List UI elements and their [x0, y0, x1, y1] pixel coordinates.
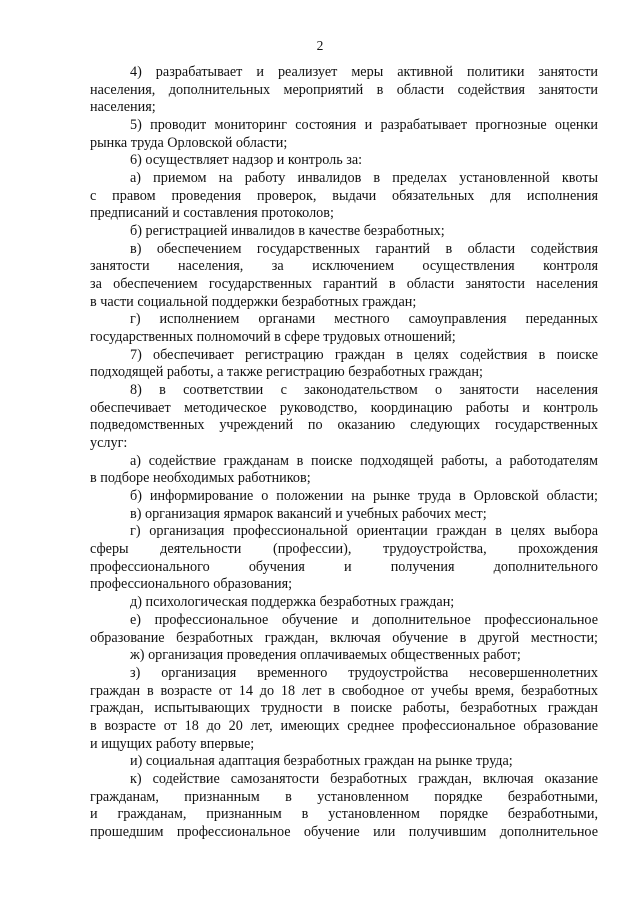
text-line: г) исполнением органами местного самоуправления переданных: [130, 311, 598, 328]
text-line: граждан, испытывающих трудности в поиске работы, безработных граждан: [90, 700, 598, 717]
text-line: обеспечивает методическое руководство, координацию работы и контроль: [90, 399, 598, 416]
text-line: сферы деятельности (профессии), трудоустройства, прохождения: [90, 541, 598, 558]
text-line: граждан в возрасте от 14 до 18 лет в свободное от учебы время, безработных: [90, 682, 598, 699]
text-line: предписаний и составления протоколов;: [90, 205, 334, 222]
text-line: 8) в соответствии с законодательством о занятости населения: [130, 382, 598, 399]
text-line: занятости населения, за исключением осуществления контроля: [90, 258, 598, 275]
text-line: профессионального образования;: [90, 576, 293, 593]
text-line: г) организация профессиональной ориентации граждан в целях выбора: [130, 523, 598, 540]
text-line: за обеспечением государственных гарантий в области занятости населения: [90, 276, 598, 293]
text-line: в) обеспечением государственных гарантий в области содействия: [130, 240, 598, 257]
text-line: 7) обеспечивает регистрацию граждан в целях содействия в поиске: [130, 346, 598, 363]
text-line: в подборе необходимых работников;: [90, 470, 311, 487]
text-line: б) информирование о положении на рынке труда в Орловской области;: [130, 488, 598, 505]
text-line: населения;: [90, 99, 156, 116]
page-number: 2: [316, 38, 324, 53]
text-line: образование безработных граждан, включая обучение в другой местности;: [90, 629, 598, 646]
text-line: рынка труда Орловской области;: [90, 134, 288, 151]
text-line: гражданам, признанным в установленном порядке безработными,: [90, 788, 598, 805]
text-line: к) содействие самозанятости безработных граждан, включая оказание: [130, 770, 598, 787]
text-line: и) социальная адаптация безработных граждан на рынке труда;: [130, 753, 513, 770]
text-line: з) организация временного трудоустройства несовершеннолетних: [130, 664, 598, 681]
text-line: ж) организация проведения оплачиваемых общественных работ;: [130, 647, 521, 664]
text-line: услуг:: [90, 435, 128, 452]
text-line: и ищущих работу впервые;: [90, 735, 255, 752]
text-line: в возрасте от 18 до 20 лет, имеющих среднее профессиональное образование: [90, 717, 598, 734]
text-line: государственных полномочий в сфере трудовых отношений;: [90, 329, 456, 346]
document-body: [90, 64, 598, 842]
text-line: в части социальной поддержки безработных граждан;: [90, 293, 417, 310]
text-line: б) регистрацией инвалидов в качестве безработных;: [130, 223, 445, 240]
text-line: е) профессиональное обучение и дополнительное профессиональное: [130, 611, 598, 628]
text-line: населения, дополнительных мероприятий в области содействия занятости: [90, 81, 598, 98]
text-line: 6) осуществляет надзор и контроль за:: [130, 152, 363, 169]
text-line: и гражданам, признанным в установленном порядке безработными,: [90, 806, 598, 823]
text-line: а) содействие гражданам в поиске подходящей работы, а работодателям: [130, 452, 598, 469]
text-line: подходящей работы, а также регистрацию безработных граждан;: [90, 364, 483, 381]
text-line: в) организация ярмарок вакансий и учебных рабочих мест;: [130, 505, 487, 522]
text-line: профессионального обучения и получения дополнительного: [90, 558, 598, 575]
text-line: прошедшим профессиональное обучение или получившим дополнительное: [90, 823, 598, 840]
text-line: а) приемом на работу инвалидов в пределах установленной квоты: [130, 170, 598, 187]
text-line: 5) проводит мониторинг состояния и разрабатывает прогнозные оценки: [130, 117, 598, 134]
text-line: 4) разрабатывает и реализует меры активной политики занятости: [130, 64, 598, 80]
text-line: с правом проведения проверок, выдачи обязательных для исполнения: [90, 187, 598, 204]
text-line: д) психологическая поддержка безработных граждан;: [130, 594, 455, 611]
text-line: подведомственных учреждений по оказанию следующих государственных: [90, 417, 598, 434]
